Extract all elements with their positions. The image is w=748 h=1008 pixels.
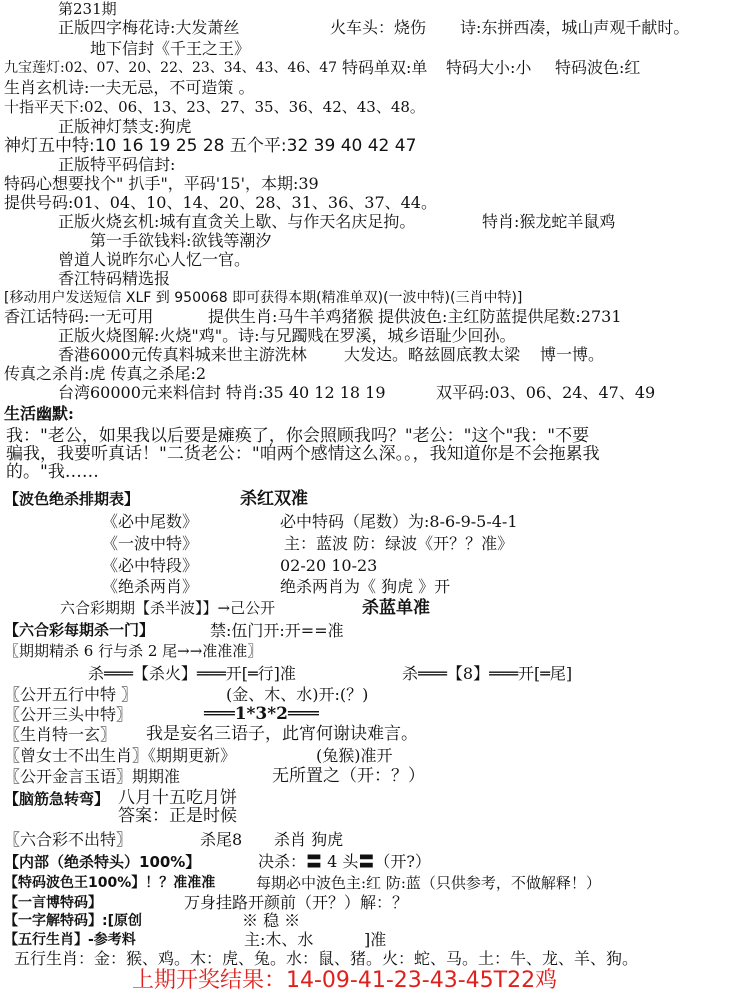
sanxiao-value: ═══1*3*2═══ (204, 704, 319, 724)
sanxiao-label: 〖公开三头中特〗 (4, 705, 133, 724)
diyi-shou: 第一手欲钱料:欲钱等潮汐 (90, 231, 272, 250)
texiao-line: 特肖:猴龙蛇羊鼠鸡 (482, 212, 616, 231)
wuxing-sx-tail: ]准 (364, 930, 387, 949)
underground-envelope: 地下信封《千王之王》 (90, 39, 251, 58)
naojin-question: 八月十五吃月饼 (118, 788, 237, 808)
sha-line-a: 杀═══【杀火】═══开[═行]准 (88, 664, 296, 683)
xianggang-tema: 香江特码精选报 (58, 269, 171, 288)
naojin-label: 【脑筋急转弯】 (4, 790, 110, 808)
row-yibo-value: 主：蓝波 防：绿波《开？？准》 (284, 534, 514, 553)
issue-number: 第231期 (58, 0, 117, 18)
yizi-value: ※ 稳 ※ (242, 911, 301, 930)
poem-text: 诗:东拼西凑，城山声观千献时。 (460, 18, 690, 37)
wuxing-label: 〖公开五行中特 〗 (4, 685, 138, 704)
shendeng-wuzhongte: 神灯五中特:10 16 19 25 28 五个平:32 39 40 42 47 (4, 136, 417, 156)
tema-daxiao: 特码大小:小 (446, 58, 532, 77)
zeng-value: (兔猴)准开 (316, 746, 393, 765)
joke-line-3: 的。"我…… (6, 462, 99, 482)
tema-danshuang: 特码单双:单 (342, 58, 428, 77)
tema-xinfeng: 正版特平码信封: (58, 155, 176, 174)
buchu-tail: 杀尾8 (200, 830, 243, 849)
jingsha-line: 〖期期精杀 6 行与杀 2 尾→→准准准〗 (4, 642, 263, 660)
bose-wang-value: 每期必中波色主:红 防:蓝（只供参考，不做解释！） (256, 874, 601, 892)
zengdao-line: 曾道人说昨尔心人忆一官。 (58, 250, 251, 269)
shuangping-line: 双平码:03、06、24、47、49 (436, 383, 656, 402)
row-bizhong-weishu-value: 必中特码（尾数）为:8-6-9-5-4-1 (280, 512, 518, 531)
neibu-label: 【内部（绝杀特头）100%】 (4, 853, 201, 871)
tema-bose: 特码波色:红 (555, 58, 641, 77)
row-bizhong-weishu-label: 《必中尾数》 (102, 512, 199, 531)
yizi-label: 【一字解特码】:[原创 (4, 913, 142, 929)
bo-yi-bo: 博一博。 (540, 345, 605, 364)
yixuan-value: 我是妄名三语子，此宵何谢诀难言。 (146, 724, 418, 744)
naojin-answer: 答案：正是时候 (118, 806, 237, 826)
yiyan-value: 万身挂路开颜前（开？）解：？ (184, 893, 409, 912)
neibu-value: 决杀：〓 4 头〓（开?） (258, 852, 431, 871)
buchu-xiao: 杀肖 狗虎 (274, 830, 344, 849)
bose-wang-label: 【特码波色王100%】！？准准准 (4, 875, 216, 891)
xiangjiang-line: 香江话特码:一无可用 (4, 307, 154, 326)
row-jusha-value: 绝杀两肖为《 狗虎 》开 (280, 577, 451, 596)
xianggang-6000: 香港6000元传真料城来世主游洗林 (58, 345, 307, 364)
taiwan-line: 台湾60000元来料信封 特肖:35 40 12 18 19 (58, 383, 386, 402)
yimen-value: 禁:伍门开:开==准 (210, 621, 344, 640)
train-head: 火车头：烧伤 (330, 18, 427, 37)
row-teduan-value: 02-20 10-23 (280, 556, 378, 575)
wuxing-sx-value: 主:木、水 (244, 930, 314, 949)
xinxiang-line: 特码心想要找个" 扒手"，平码'15'，本期:39 (4, 174, 319, 193)
zeng-label: 〖曾女士不出生肖〗《期期更新》 (4, 746, 237, 765)
jinyan-value: 无所置之（开：？） (272, 766, 425, 786)
buchu-label: 〖六合彩不出特〗 (4, 830, 133, 849)
shenghuo-title: 生活幽默: (4, 404, 74, 423)
row-yibo-label: 《一波中特》 (102, 534, 199, 553)
poem-title: 正版四字梅花诗:大发萧丝 (58, 18, 240, 37)
huoshao-tujie: 正版火烧图解:火烧"鸡"。诗:与兄躅贱在罗溪，城乡语耻少回孙。 (58, 326, 516, 345)
tigong-shengxiao: 提供生肖:马牛羊鸡猪猴 (208, 307, 374, 326)
liuhe-banbo: 六合彩期期【杀半波】】→己公开 (60, 599, 276, 617)
kill-blue-label: 杀蓝单准 (362, 598, 430, 618)
jinyan-label: 〖公开金言玉语〗期期准 (4, 767, 181, 786)
dafada: 大发达。略兹圆底教太梁 (344, 345, 521, 364)
row-teduan-label: 《必中特段》 (102, 556, 199, 575)
sha-line-b: 杀═══【8】═══开[═尾] (402, 664, 573, 683)
wuxing-value: (金、木、水)开:(？) (226, 685, 369, 704)
shizhi-line: 十指平天下:02、06、13、23、27、35、36、42、43、48。 (4, 98, 425, 116)
shengxiao-poem: 生肖玄机诗:一夫无忌，不可造策 。 (4, 78, 255, 97)
kill-red-label: 杀红双准 (240, 489, 308, 509)
yiyan-label: 【一言博特码】 (4, 895, 102, 911)
wuxing-shengxiao-full: 五行生肖：金：猴、鸡。木：虎、兔。水：鼠、猪。火：蛇、马。土：牛、龙、羊、狗。 (14, 949, 639, 968)
shendeng-jinzhi: 正版神灯禁支:狗虎 (58, 117, 192, 136)
wuxing-sx-label: 【五行生肖】-参考料 (4, 932, 136, 948)
last-draw-result: 上期开奖结果：14-09-41-23-43-45T22鸡 (132, 968, 558, 993)
chuanzhen-line: 传真之杀肖:虎 传真之杀尾:2 (4, 364, 207, 383)
huoshao-xuanji: 正版火烧玄机:城有直贪关上歇、与作天名庆足拘。 (58, 212, 416, 231)
joke-line-2: 骗我，我要听真话！"二货老公："咱两个感情这么深。。，我知道你是不会拖累我 (6, 444, 600, 464)
yixuan-label: 〖生肖特一玄〗 (4, 725, 117, 744)
yimen-label: 【六合彩每期杀一门】 (4, 621, 155, 639)
joke-line-1: 我："老公，如果我以后要是瘫痪了，你会照顾我吗？"老公："这个"我："不要 (6, 426, 590, 446)
tigong-haoma: 提供号码:01、04、10、14、20、28、31、36、37、44。 (4, 193, 437, 212)
row-jusha-label: 《绝杀两肖》 (102, 577, 199, 596)
tigong-bose: 提供波色:主红防蓝提供尾数:2731 (378, 307, 622, 326)
bose-jusha-title: 【波色绝杀排期表】 (4, 490, 140, 508)
jiubao-line: 九宝莲灯:02、07、20、22、23、34、43、46、47 (4, 60, 338, 76)
sms-line: [移动用户发送短信 XLF 到 950068 即可获得本期(精准单双)(一波中特)(三肖中特)] (4, 290, 523, 306)
